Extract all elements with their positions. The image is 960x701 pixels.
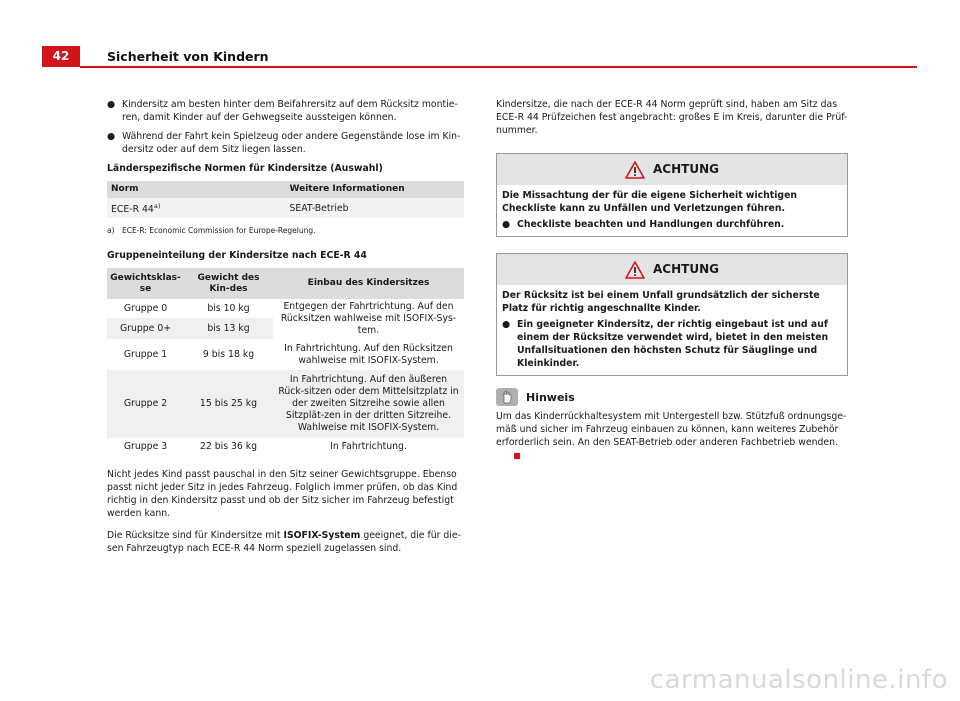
- table-cell: bis 10 kg: [184, 299, 273, 318]
- table-cell: Gruppe 2: [107, 370, 184, 438]
- table-row: [107, 198, 464, 218]
- paragraph: Kindersitze, die nach der ECE-R 44 Norm geprüft sind, haben am Sitz das ECE-R 44 Prüfzeichen fest angebracht: großes E im Kreis, darunter die Prüf-nummer.: [496, 99, 848, 136]
- table-cell: Gruppe 3: [107, 438, 184, 456]
- warning-text: Die Missachtung der für die eigene Sicherheit wichtigen Checkliste kann zu Unfällen und Verletzungen führen.: [502, 190, 797, 214]
- section-end-marker: [514, 453, 520, 459]
- page-title: Sicherheit von Kindern: [107, 49, 269, 64]
- table-cell: In Fahrtrichtung. Auf den Rücksitzen wahlweise mit ISOFIX-System.: [273, 339, 464, 370]
- footnote-text: ECE-R: Economic Commission for Europe-Regelung.: [122, 226, 316, 236]
- text-run: Die Rücksitze sind für Kindersitze mit: [107, 530, 284, 542]
- list-item: [502, 318, 842, 370]
- page-number: 42: [42, 46, 80, 67]
- warning-header: [497, 254, 847, 285]
- footnote-ref: a): [153, 202, 161, 210]
- list-item: [107, 130, 464, 156]
- bullet-text: Ein geeigneter Kindersitz, der richtig eingebaut ist und auf einem der Rücksitze verwendet wird, bietet in den meisten Unfallsituationen den höchsten Schutz für Säuglinge und Kleinkinder.: [517, 319, 829, 369]
- note-text: [496, 410, 848, 462]
- header-rule: [80, 66, 917, 68]
- note-box: [496, 388, 848, 462]
- warning-box: [496, 253, 848, 376]
- table-cell: SEAT-Betrieb: [286, 198, 465, 218]
- table-cell: bis 13 kg: [184, 318, 273, 339]
- note-text-run: Um das Kinderrückhaltesystem mit Untergestell bzw. Stützfuß ordnungsge-mäß und sicher im Fahrzeug einbauen zu können, kann weiteres Zubehör erforderlich sein. An den SEAT-Betrieb oder anderen Fachbetrieb wenden.: [496, 411, 847, 448]
- table-header-row: [107, 181, 464, 198]
- table-header-row: [107, 268, 464, 299]
- watermark: carmanualsonline.info: [649, 665, 948, 695]
- table-row: [107, 438, 464, 456]
- norms-heading: Länderspezifische Normen für Kindersitze (Auswahl): [107, 163, 383, 174]
- warning-title: ACHTUNG: [653, 262, 719, 276]
- bullet-text: Checkliste beachten und Handlungen durchführen.: [517, 219, 785, 230]
- table-row: [107, 299, 464, 318]
- table-cell: Gruppe 0+: [107, 318, 184, 339]
- list-item: [502, 218, 842, 231]
- column-header: Einbau des Kindersitzes: [273, 268, 464, 299]
- warning-text: Der Rücksitz ist bei einem Unfall grundsätzlich der sicherste Platz für richtig angeschnallte Kinder.: [502, 290, 820, 314]
- table-row: [107, 370, 464, 438]
- bullet-dot: ●: [502, 319, 511, 330]
- bullet-text: Während der Fahrt kein Spielzeug oder andere Gegenstände lose im Kin-dersitz oder auf dem Sitz liegen lassen.: [122, 131, 461, 155]
- right-column: [496, 98, 848, 462]
- warning-triangle-icon: [625, 261, 645, 279]
- warning-title: ACHTUNG: [653, 162, 719, 176]
- column-header: Gewicht des Kin-des: [184, 268, 273, 299]
- table-cell: 9 bis 18 kg: [184, 339, 273, 370]
- norm-value: ECE-R 44: [111, 204, 154, 216]
- bullet-text: Kindersitz am besten hinter dem Beifahrersitz auf dem Rücksitz montie-ren, damit Kinder auf der Gehwegseite aussteigen können.: [122, 99, 458, 123]
- column-header: Weitere Informationen: [286, 181, 465, 198]
- norms-table: [107, 181, 464, 218]
- table-cell: Gruppe 0: [107, 299, 184, 318]
- table-cell: 22 bis 36 kg: [184, 438, 273, 456]
- table-cell: Gruppe 1: [107, 339, 184, 370]
- table-cell: In Fahrtrichtung.: [273, 438, 464, 456]
- groups-heading: Gruppeneinteilung der Kindersitze nach ECE-R 44: [107, 250, 367, 262]
- column-header: Norm: [107, 181, 286, 198]
- list-item: [107, 98, 464, 124]
- paragraph: [107, 529, 464, 555]
- left-column: [107, 98, 464, 555]
- warning-body: [497, 185, 847, 236]
- table-cell: [107, 198, 286, 218]
- note-hand-icon: [496, 388, 518, 406]
- column-header: Gewichtsklas-se: [107, 268, 184, 299]
- table-row: [107, 339, 464, 370]
- bullet-dot: ●: [107, 99, 116, 110]
- text-run: geeignet, die für die-sen Fahrzeugtyp nach ECE-R 44 Norm speziell zugelassen sind.: [107, 530, 461, 555]
- warning-header: [497, 154, 847, 185]
- warning-body: [497, 285, 847, 375]
- groups-table: [107, 268, 464, 456]
- isofix-term: ISOFIX-System: [283, 530, 361, 542]
- bullet-dot: ●: [107, 131, 116, 142]
- table-cell: 15 bis 25 kg: [184, 370, 273, 438]
- note-header: [496, 388, 848, 406]
- footnote-mark: a): [107, 226, 115, 236]
- footnote: [107, 224, 464, 237]
- table-cell: In Fahrtrichtung. Auf den äußeren Rück-sitzen oder dem Mittelsitzplatz in der zweiten Sitzreihe sowie allen Sitzplät-zen in der dritten Sitzreihe. Wahlweise mit ISOFIX-System.: [273, 370, 464, 438]
- table-cell: Entgegen der Fahrtrichtung. Auf den Rücksitzen wahlweise mit ISOFIX-Sys-tem.: [273, 299, 464, 339]
- note-title: Hinweis: [526, 390, 575, 404]
- warning-box: [496, 153, 848, 237]
- paragraph: Nicht jedes Kind passt pauschal in den Sitz seiner Gewichtsgruppe. Ebenso passt nicht jeder Sitz in jedes Fahrzeug. Folglich immer prüfen, ob das Kind richtig in den Kindersitz passt und ob der Sitz sicher im Fahrzeug befestigt werden kann.: [107, 469, 458, 520]
- bullet-dot: ●: [502, 219, 511, 230]
- warning-triangle-icon: [625, 161, 645, 179]
